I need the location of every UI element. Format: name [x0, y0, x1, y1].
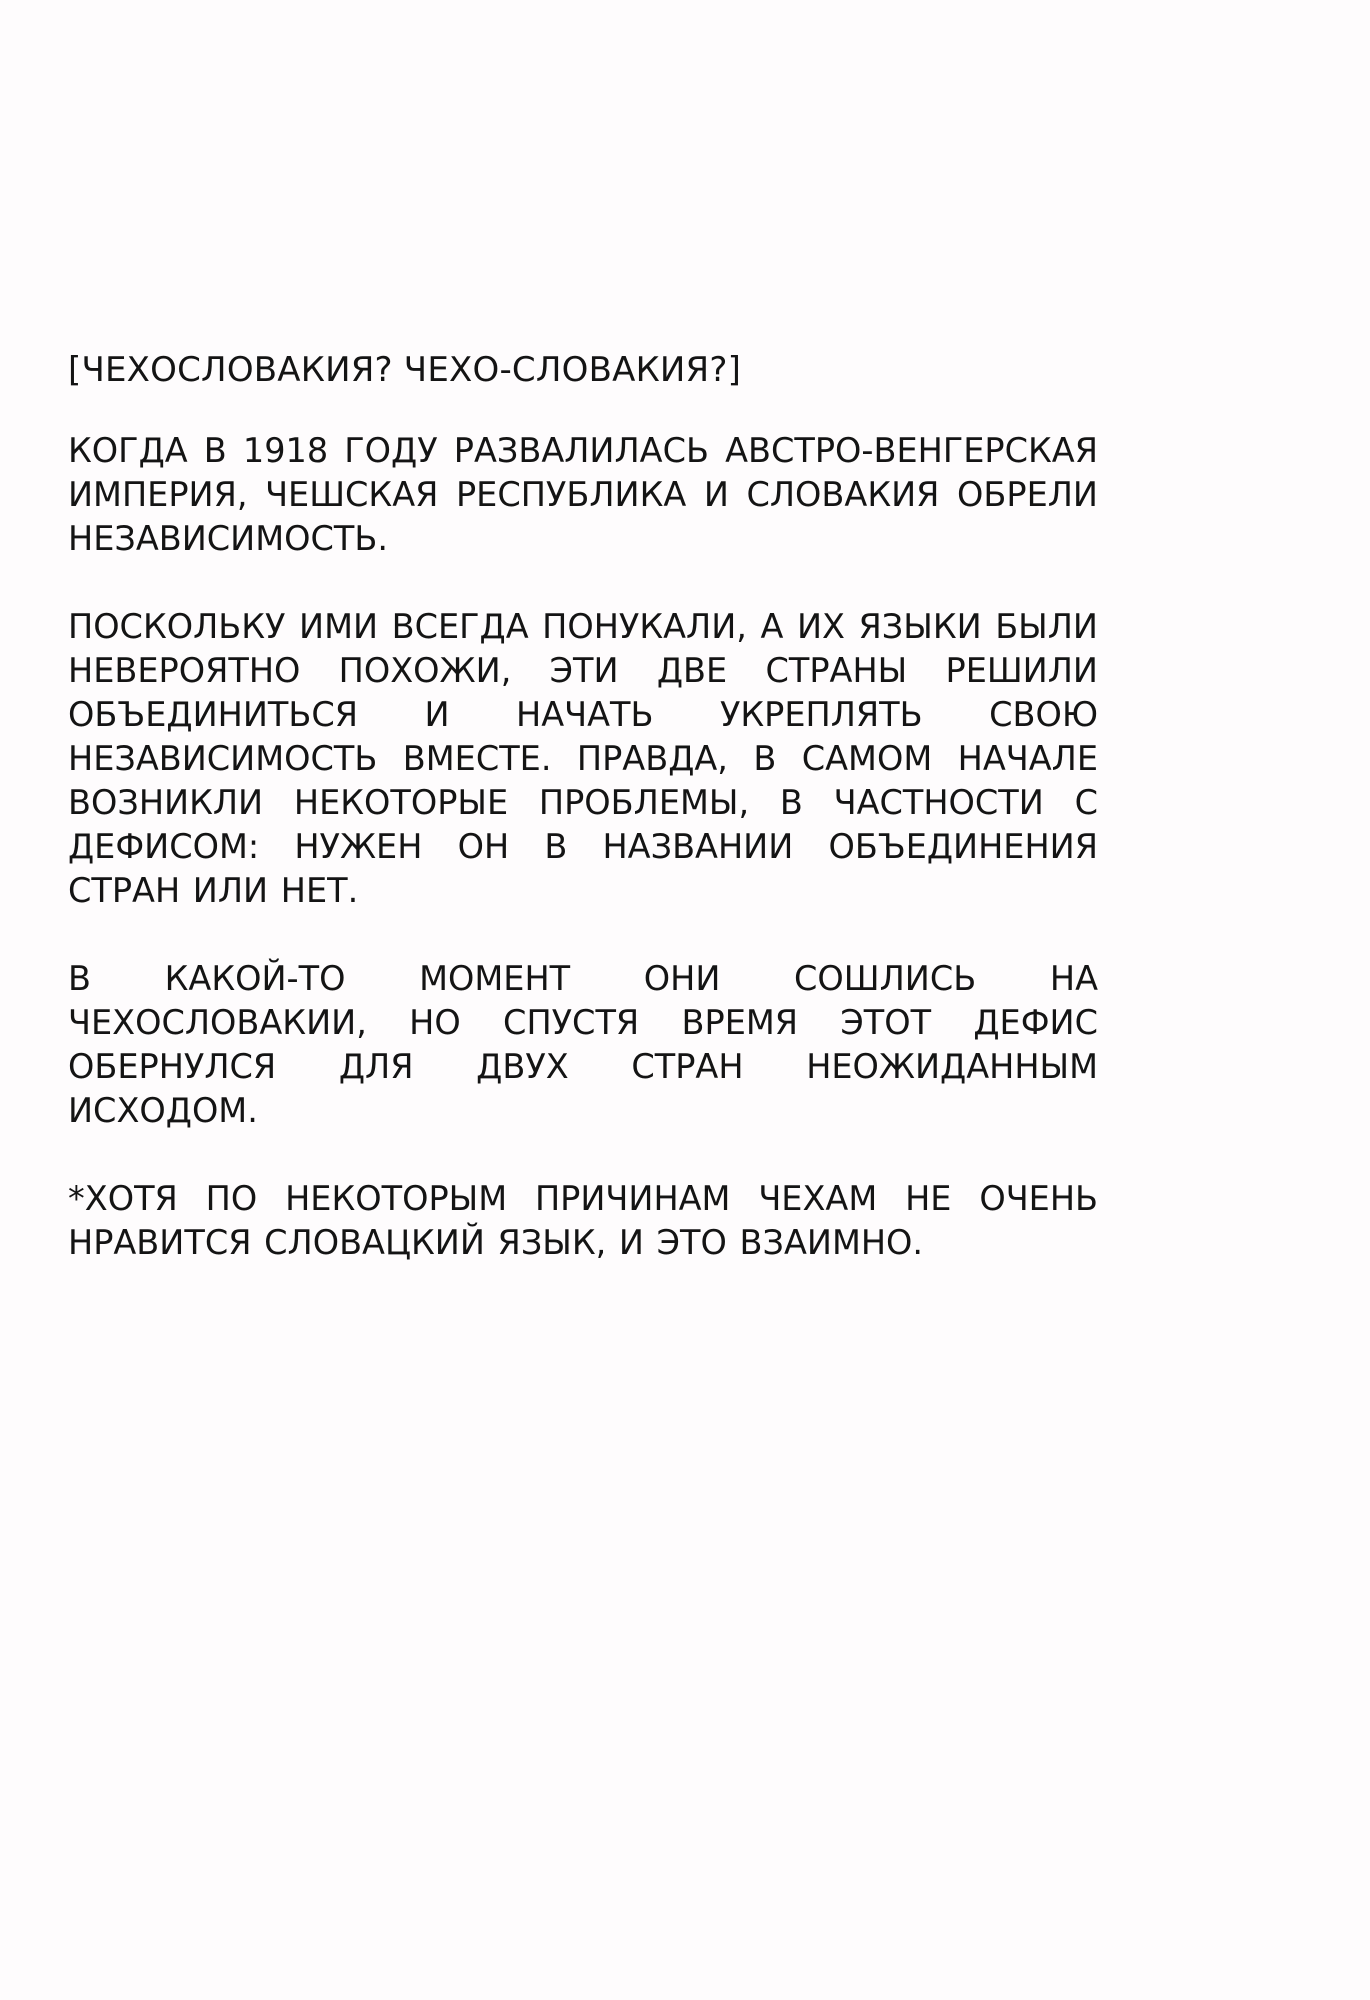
paragraph-1: КОГДА В 1918 ГОДУ РАЗВАЛИЛАСЬ АВСТРО-ВЕНГЕРСКАЯ ИМПЕРИЯ, ЧЕШСКАЯ РЕСПУБЛИКА И СЛОВАКИЯ ОБРЕЛИ НЕЗАВИСИМОСТЬ. [68, 431, 1098, 558]
text-block [68, 348, 1098, 1265]
paragraph-3: В КАКОЙ-ТО МОМЕНТ ОНИ СОШЛИСЬ НА ЧЕХОСЛОВАКИИ, НО СПУСТЯ ВРЕМЯ ЭТОТ ДЕФИС ОБЕРНУЛСЯ ДЛЯ ДВУХ СТРАН НЕОЖИДАННЫМ ИСХОДОМ. [68, 959, 1098, 1130]
document-title: [ЧЕХОСЛОВАКИЯ? ЧЕХО-СЛОВАКИЯ?] [68, 350, 742, 390]
footnote-paragraph: *ХОТЯ ПО НЕКОТОРЫМ ПРИЧИНАМ ЧЕХАМ НЕ ОЧЕНЬ НРАВИТСЯ СЛОВАЦКИЙ ЯЗЫК, И ЭТО ВЗАИМНО. [68, 1179, 1098, 1262]
paragraph-2: ПОСКОЛЬКУ ИМИ ВСЕГДА ПОНУКАЛИ, А ИХ ЯЗЫКИ БЫЛИ НЕВЕРОЯТНО ПОХОЖИ, ЭТИ ДВЕ СТРАНЫ РЕШИЛИ ОБЪЕДИНИТЬСЯ И НАЧАТЬ УКРЕПЛЯТЬ СВОЮ НЕЗАВИСИМОСТЬ ВМЕСТЕ. ПРАВДА, В САМОМ НАЧАЛЕ ВОЗНИКЛИ НЕКОТОРЫЕ ПРОБЛЕМЫ, В ЧАСТНОСТИ С ДЕФИСОМ: НУЖЕН ОН В НАЗВАНИИ ОБЪЕДИНЕНИЯ СТРАН ИЛИ НЕТ. [68, 607, 1098, 910]
